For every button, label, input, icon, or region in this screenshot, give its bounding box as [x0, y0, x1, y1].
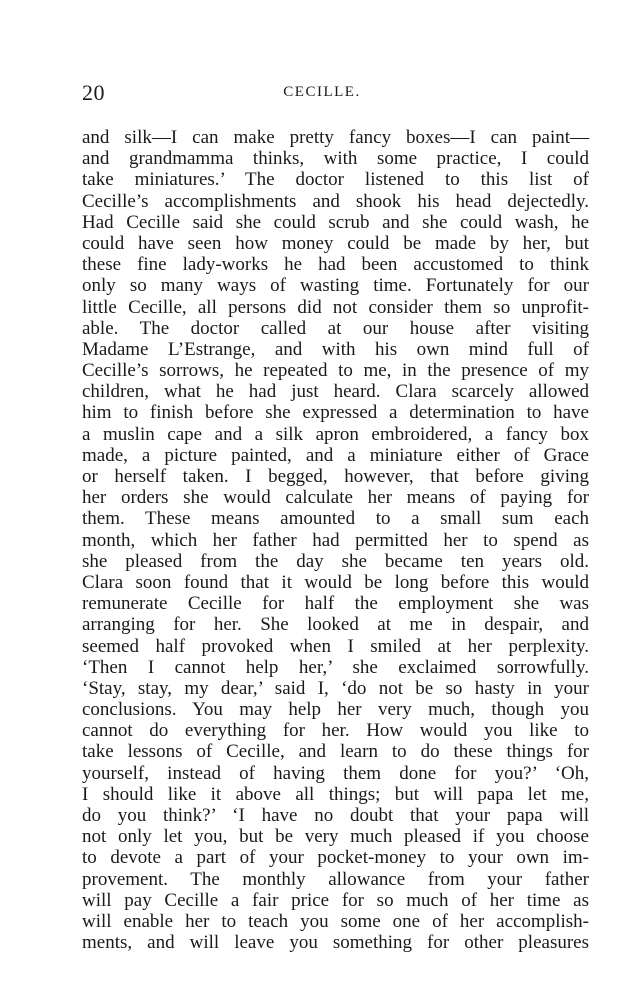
text-line: him to finish before she expressed a determination to have: [82, 402, 589, 424]
text-line: and grandmamma thinks, with some practice, I could: [82, 148, 589, 170]
running-head: CECILLE.: [283, 84, 361, 100]
text-line: conclusions. You may help her very much, though you: [82, 699, 589, 721]
text-line: could have seen how money could be made by her, but: [82, 232, 589, 254]
text-line: seemed half provoked when I smiled at her perplexity.: [82, 635, 589, 657]
text-line: take miniatures.’ The doctor listened to this list of: [82, 169, 589, 191]
text-line: Had Cecille said she could scrub and she could wash, he: [82, 211, 589, 233]
text-line: Cecille’s accomplishments and shook his head dejectedly.: [82, 190, 589, 212]
text-line: ‘Stay, stay, my dear,’ said I, ‘do not be so hasty in your: [82, 677, 589, 699]
text-line: to devote a part of your pocket-money to your own im-: [82, 847, 589, 869]
body-text: [82, 127, 589, 953]
text-line: yourself, instead of having them done for you?’ ‘Oh,: [82, 762, 589, 784]
text-line: her orders she would calculate her means of paying for: [82, 487, 589, 509]
text-line: a muslin cape and a silk apron embroidered, a fancy box: [82, 423, 589, 445]
text-line: Cecille’s sorrows, he repeated to me, in the presence of my: [82, 360, 589, 382]
text-line: and silk—I can make pretty fancy boxes—I can paint—: [82, 127, 589, 148]
text-line: them. These means amounted to a small sum each: [82, 508, 589, 530]
text-line: will pay Cecille a fair price for so much of her time as: [82, 889, 589, 911]
text-line: made, a picture painted, and a miniature either of Grace: [82, 444, 589, 466]
text-line: will enable her to teach you some one of her accomplish-: [82, 910, 589, 932]
text-line: Clara soon found that it would be long before this would: [82, 571, 589, 593]
text-line: month, which her father had permitted her to spend as: [82, 529, 589, 551]
text-line: do you think?’ ‘I have no doubt that your papa will: [82, 805, 589, 826]
text-line: these fine lady-works he had been accustomed to think: [82, 254, 589, 276]
text-line: or herself taken. I begged, however, that before giving: [82, 466, 589, 487]
text-line: remunerate Cecille for half the employment she was: [82, 593, 589, 615]
text-line: she pleased from the day she became ten years old.: [82, 550, 589, 572]
text-line: Madame L’Estrange, and with his own mind full of: [82, 338, 589, 360]
text-line: arranging for her. She looked at me in despair, and: [82, 614, 589, 636]
text-line: not only let you, but be very much pleased if you choose: [82, 826, 589, 848]
text-line: children, what he had just heard. Clara scarcely allowed: [82, 381, 589, 403]
text-line: able. The doctor called at our house after visiting: [82, 317, 589, 339]
text-line: cannot do everything for her. How would you like to: [82, 720, 589, 742]
text-line: I should like it above all things; but will papa let me,: [82, 783, 589, 805]
text-line: take lessons of Cecille, and learn to do these things for: [82, 741, 589, 763]
text-line: provement. The monthly allowance from your father: [82, 868, 589, 890]
page-header: [82, 80, 562, 108]
text-line: ments, and will leave you something for other pleasures: [82, 932, 589, 954]
page-number: 20: [82, 80, 105, 105]
text-line: only so many ways of wasting time. Fortunately for our: [82, 275, 589, 297]
text-line: ‘Then I cannot help her,’ she exclaimed sorrowfully.: [82, 656, 589, 678]
text-line: little Cecille, all persons did not consider them so unprofit-: [82, 296, 589, 318]
